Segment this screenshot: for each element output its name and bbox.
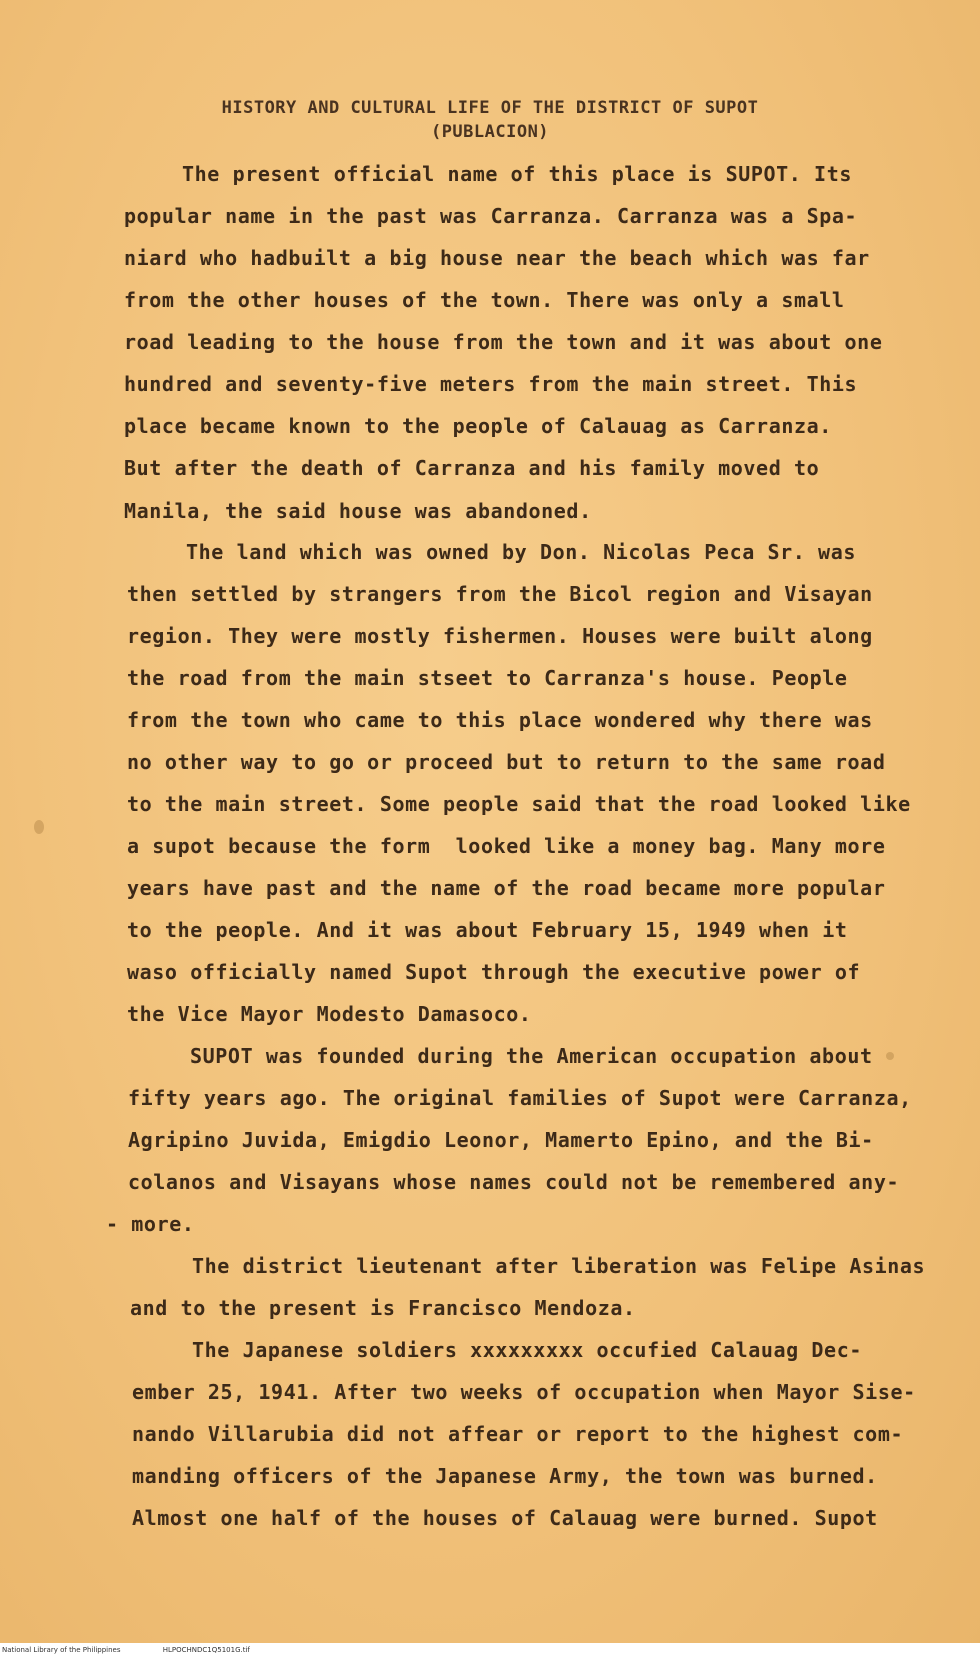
text-line: to the main street. Some people said that the road looked like — [127, 792, 911, 816]
document-subtitle: (PUBLACION) — [430, 122, 550, 142]
text-line: manding officers of the Japanese Army, the town was burned. — [132, 1464, 878, 1488]
text-line: The present official name of this place is SUPOT. Its — [182, 162, 852, 186]
text-line: the road from the main stseet to Carranza's house. People — [127, 666, 848, 690]
text-line: no other way to go or proceed but to return to the same road — [127, 750, 886, 774]
text-line: The district lieutenant after liberation was Felipe Asinas — [192, 1254, 926, 1278]
text-line: nando Villarubia did not affear or report to the highest com- — [132, 1422, 904, 1446]
text-line: The Japanese soldiers xxxxxxxxx occufied Calauag Dec- — [192, 1338, 862, 1362]
text-line: to the people. And it was about February 15, 1949 when it — [127, 918, 848, 942]
text-line: from the town who came to this place wondered why there was — [127, 708, 873, 732]
text-line: a supot because the form looked like a money bag. Many more — [127, 834, 886, 858]
text-line: road leading to the house from the town and it was about one — [124, 330, 883, 354]
text-line: then settled by strangers from the Bicol region and Visayan — [127, 582, 873, 606]
text-line: Manila, the said house was abandoned. — [124, 499, 592, 523]
text-line: Agripino Juvida, Emigdio Leonor, Mamerto Epino, and the Bi- — [128, 1128, 874, 1152]
paper-stain — [34, 820, 44, 834]
text-line: But after the death of Carranza and his family moved to — [124, 456, 820, 480]
text-line: - more. — [106, 1212, 195, 1236]
text-line: ember 25, 1941. After two weeks of occupation when Mayor Sise- — [132, 1380, 916, 1404]
text-line: niard who hadbuilt a big house near the beach which was far — [124, 246, 870, 270]
text-line: the Vice Mayor Modesto Damasoco. — [127, 1002, 532, 1026]
text-line: SUPOT was founded during the American occupation about — [190, 1044, 873, 1068]
text-line: Almost one half of the houses of Calauag were burned. Supot — [132, 1506, 878, 1530]
text-line: region. They were mostly fishermen. Houses were built along — [127, 624, 873, 648]
scan-footer — [0, 1643, 980, 1658]
text-line: and to the present is Francisco Mendoza. — [130, 1296, 636, 1320]
text-line: place became known to the people of Calauag as Carranza. — [124, 414, 832, 438]
footer-filename: HLPOCHNDC1Q5101G.tif — [162, 1646, 250, 1654]
text-line: hundred and seventy-five meters from the main street. This — [124, 372, 858, 396]
paper-stain — [886, 1052, 894, 1060]
document-title: HISTORY AND CULTURAL LIFE OF THE DISTRICT OF SUPOT — [221, 98, 759, 118]
text-line: years have past and the name of the road became more popular — [127, 876, 886, 900]
text-line: waso officially named Supot through the executive power of — [127, 960, 861, 984]
text-line: fifty years ago. The original families of Supot were Carranza, — [128, 1086, 912, 1110]
text-line: popular name in the past was Carranza. Carranza was a Spa- — [124, 204, 858, 228]
text-line: colanos and Visayans whose names could not be remembered any- — [128, 1170, 900, 1194]
footer-source: National Library of the Philippines — [2, 1646, 121, 1654]
text-line: from the other houses of the town. There was only a small — [124, 288, 845, 312]
text-line: The land which was owned by Don. Nicolas Peca Sr. was — [186, 540, 856, 564]
